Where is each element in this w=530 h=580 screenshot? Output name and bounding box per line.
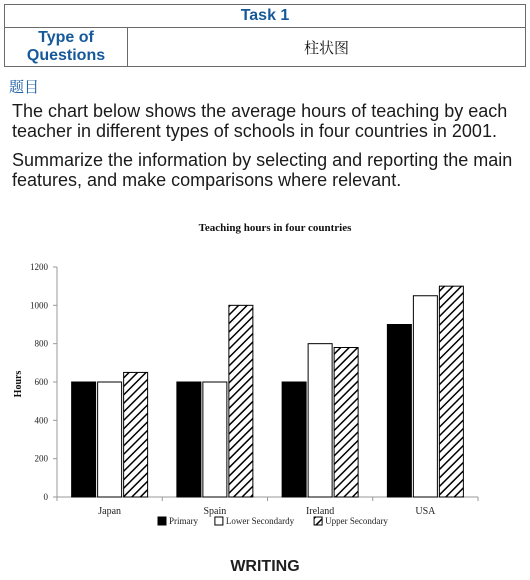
legend-label: Upper Secondary <box>325 516 388 526</box>
section-heading: 题目 <box>9 78 40 96</box>
x-tick-label: Japan <box>98 506 122 517</box>
type-of-questions-label: Type of Questions <box>5 28 128 67</box>
bar-upper-secondary <box>124 372 148 497</box>
y-axis-label: Hours <box>13 370 24 398</box>
y-tick-label: 600 <box>34 377 48 387</box>
bar-chart-svg <box>0 212 530 542</box>
legend-label: Lower Secondardy <box>225 516 295 526</box>
legend-swatch <box>215 517 223 525</box>
y-tick-label: 200 <box>34 453 48 464</box>
bar-lower-secondardy <box>308 344 332 497</box>
bar-upper-secondary <box>439 286 463 497</box>
prompt-paragraph-2: Summarize the information by selecting and reporting the main features, and make comparisons where relevant. <box>12 150 513 190</box>
bar-primary <box>72 382 96 497</box>
legend-swatch <box>314 517 322 525</box>
bar-lower-secondardy <box>203 382 227 497</box>
y-tick-label: 1000 <box>30 300 48 311</box>
y-tick-label: 400 <box>34 415 48 426</box>
y-tick-label: 0 <box>43 492 48 502</box>
chart-bars <box>72 286 464 497</box>
bar-upper-secondary <box>334 348 358 498</box>
bar-chart <box>0 212 530 542</box>
bar-upper-secondary <box>229 305 253 497</box>
x-tick-label: Ireland <box>305 506 335 517</box>
x-tick-label: Spain <box>203 506 227 517</box>
bar-primary <box>387 325 411 498</box>
y-tick-label: 800 <box>34 338 48 349</box>
prompt-paragraph-1: The chart below shows the average hours of teaching by each teacher in different types of schools in four countries in 2001. <box>12 101 508 141</box>
chart-x-labels <box>57 497 478 517</box>
task-title: Task 1 <box>5 5 526 28</box>
legend-label: Primary <box>169 516 198 526</box>
y-tick-label: 1200 <box>30 262 48 272</box>
type-of-questions-value: 柱状图 <box>128 28 526 67</box>
chart-title: Teaching hours in four countries <box>198 222 352 234</box>
bar-lower-secondardy <box>98 382 122 497</box>
chart-legend <box>158 516 388 526</box>
task-info-table <box>4 4 526 67</box>
bar-primary <box>282 382 306 497</box>
x-tick-label: USA <box>415 506 436 517</box>
bar-lower-secondardy <box>413 296 437 497</box>
footer-label: WRITING <box>230 558 300 575</box>
legend-swatch <box>158 517 166 525</box>
bar-primary <box>177 382 201 497</box>
